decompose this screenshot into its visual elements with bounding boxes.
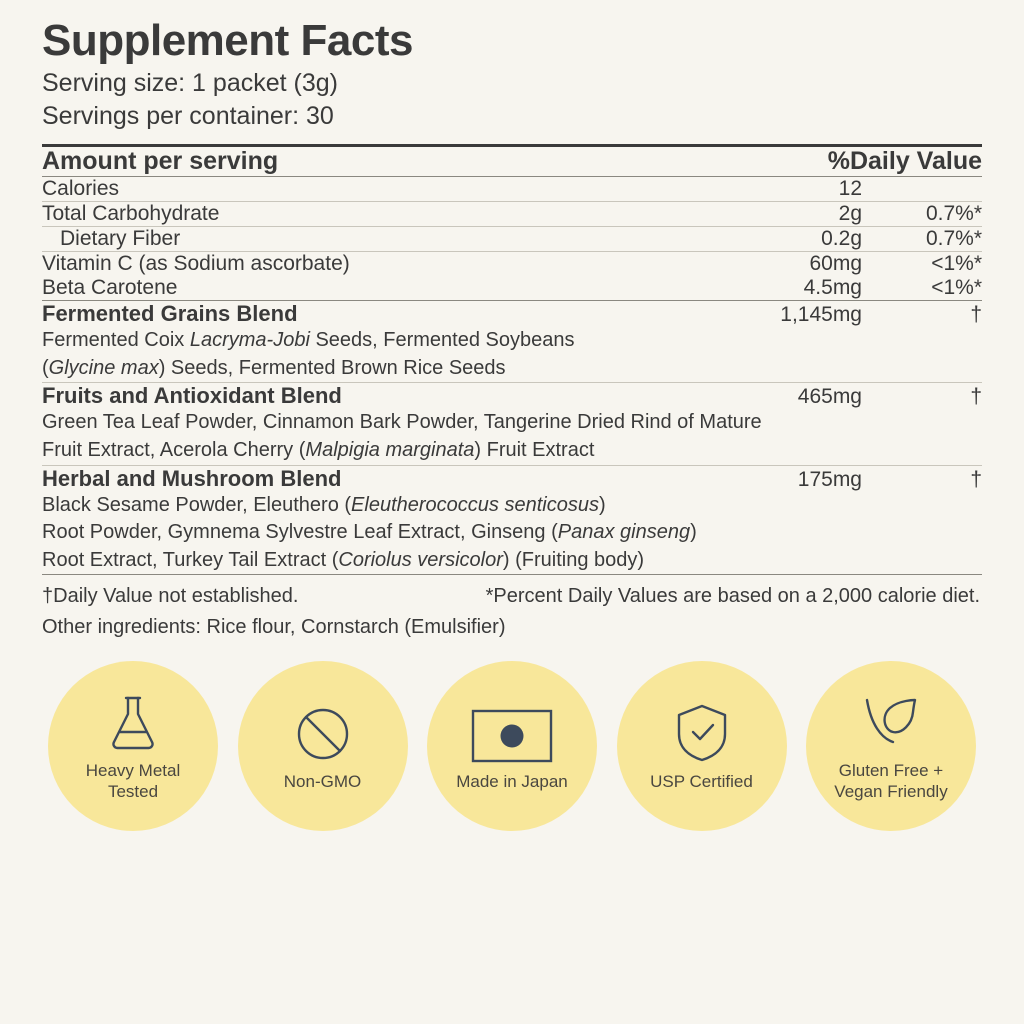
- ingredient-latin: Eleutherococcus senticosus: [351, 493, 599, 516]
- table-row: [42, 202, 982, 226]
- badge-label-line2: Vegan Friendly: [834, 782, 948, 802]
- ingredient-latin: Malpigia marginata: [305, 439, 475, 462]
- blend-ingredients-row: [42, 409, 982, 464]
- blend-ingredients: [42, 492, 982, 575]
- footnote-dagger: †Daily Value not established.: [42, 585, 299, 608]
- footnotes: [42, 575, 982, 608]
- blend-amount: 1,145mg: [780, 303, 862, 327]
- nutrient-name: Total Carbohydrate: [42, 202, 220, 226]
- ingredient-text: Black Sesame Powder, Eleuthero (: [42, 493, 352, 516]
- badge-label-line1: Non-GMO: [283, 771, 362, 791]
- badge-heavy-metal-tested: [48, 661, 218, 831]
- ingredient-text: Green Tea Leaf Powder, Cinnamon Bark Powder, Tangerine Dried Rind of Mature: [42, 411, 762, 434]
- table-row: [42, 252, 982, 276]
- table-row: [42, 177, 982, 201]
- table-row: [42, 227, 982, 251]
- nutrient-amount: 2g: [838, 202, 862, 226]
- blend-ingredients: [42, 409, 982, 464]
- badge-label-line1: Made in Japan: [456, 771, 568, 791]
- badge-non-gmo: [238, 661, 408, 831]
- blend-amount: 175mg: [797, 467, 862, 491]
- ingredient-latin: Panax ginseng: [557, 521, 691, 544]
- nutrient-dv: [862, 177, 982, 201]
- ingredient-text: ) Fruit Extract: [474, 439, 595, 462]
- blend-ingredients: [42, 327, 982, 382]
- nutrient-name: Vitamin C (as Sodium ascorbate): [42, 252, 350, 276]
- blend-dv: †: [970, 385, 982, 409]
- ingredient-text: Fruit Extract, Acerola Cherry (: [42, 439, 306, 462]
- ingredient-latin: Lacryma-Jobi: [189, 329, 310, 352]
- ingredient-text: (: [42, 356, 49, 379]
- ingredient-text: Fermented Coix: [42, 329, 190, 352]
- ingredient-text: ): [598, 493, 606, 516]
- shield-check-icon: [675, 701, 729, 763]
- nutrition-table: [42, 147, 982, 176]
- blend-header-row: [42, 466, 982, 492]
- amount-per-serving-header: Amount per serving: [42, 147, 279, 176]
- blend-ingredients-row: [42, 492, 982, 575]
- badge-usp-certified: [617, 661, 787, 831]
- ingredient-text: ) (Fruiting body): [502, 548, 645, 571]
- nutrient-name: Beta Carotene: [42, 276, 178, 300]
- blend-amount: 465mg: [797, 385, 862, 409]
- serving-size-text: Serving size: 1 packet (3g): [42, 69, 338, 98]
- blend-herbal-mushroom: [42, 466, 982, 575]
- nutrient-dv: <1%*: [931, 276, 982, 300]
- blend-fermented-grains: [42, 301, 982, 382]
- nutrient-dv: 0.7%*: [925, 227, 982, 251]
- badge-label-line2: Tested: [107, 782, 159, 802]
- no-gmo-icon: [294, 701, 352, 763]
- blend-header-row: [42, 383, 982, 409]
- nutrient-amount: 0.2g: [821, 227, 862, 251]
- blend-dv: †: [970, 303, 982, 327]
- badge-label-line1: Heavy Metal: [85, 760, 181, 780]
- flask-icon: [105, 690, 161, 752]
- footnote-asterisk: *Percent Daily Values are based on a 2,000 calorie diet.: [485, 585, 980, 608]
- blend-fruits-antioxidant: [42, 383, 982, 464]
- blend-name: Fermented Grains Blend: [42, 301, 298, 327]
- table-header-row: [42, 147, 982, 176]
- blend-dv: †: [970, 467, 982, 491]
- badge-row: [48, 661, 976, 831]
- badge-label-line1: USP Certified: [650, 771, 753, 791]
- nutrient-dv: 0.7%*: [925, 202, 982, 226]
- badge-gluten-free-vegan: [806, 661, 976, 831]
- blend-name: Herbal and Mushroom Blend: [42, 465, 342, 491]
- other-ingredients: Other ingredients: Rice flour, Cornstarch (Emulsifier): [42, 616, 506, 639]
- blend-ingredients-row: [42, 327, 982, 382]
- ingredient-latin: Coriolus versicolor: [338, 548, 503, 571]
- nutrient-amount: 4.5mg: [803, 276, 862, 300]
- badge-made-in-japan: [427, 661, 597, 831]
- nutrient-amount: 12: [838, 177, 862, 201]
- ingredient-text: Seeds, Fermented Soybeans: [309, 329, 575, 352]
- ingredient-text: ): [690, 521, 697, 544]
- nutrient-dv: <1%*: [931, 252, 982, 276]
- daily-value-header: %Daily Value: [827, 147, 982, 176]
- ingredient-text: Root Extract, Turkey Tail Extract (: [42, 548, 339, 571]
- japan-flag-icon: [471, 701, 553, 763]
- nutrient-name: Calories: [42, 177, 120, 201]
- blend-name: Fruits and Antioxidant Blend: [42, 383, 342, 409]
- nutrient-name: Dietary Fiber: [60, 227, 181, 251]
- servings-per-container-text: Servings per container: 30: [42, 101, 334, 130]
- page-title: Supplement Facts: [42, 16, 413, 65]
- ingredient-text: Root Powder, Gymnema Sylvestre Leaf Extract, Ginseng (: [42, 521, 558, 544]
- blend-header-row: [42, 301, 982, 327]
- ingredient-latin: Glycine max: [48, 356, 159, 379]
- nutrient-amount: 60mg: [809, 252, 862, 276]
- table-row: [42, 276, 982, 300]
- ingredient-text: ) Seeds, Fermented Brown Rice Seeds: [158, 356, 506, 379]
- badge-label-line1: Gluten Free +: [838, 760, 944, 780]
- leaf-icon: [861, 690, 921, 752]
